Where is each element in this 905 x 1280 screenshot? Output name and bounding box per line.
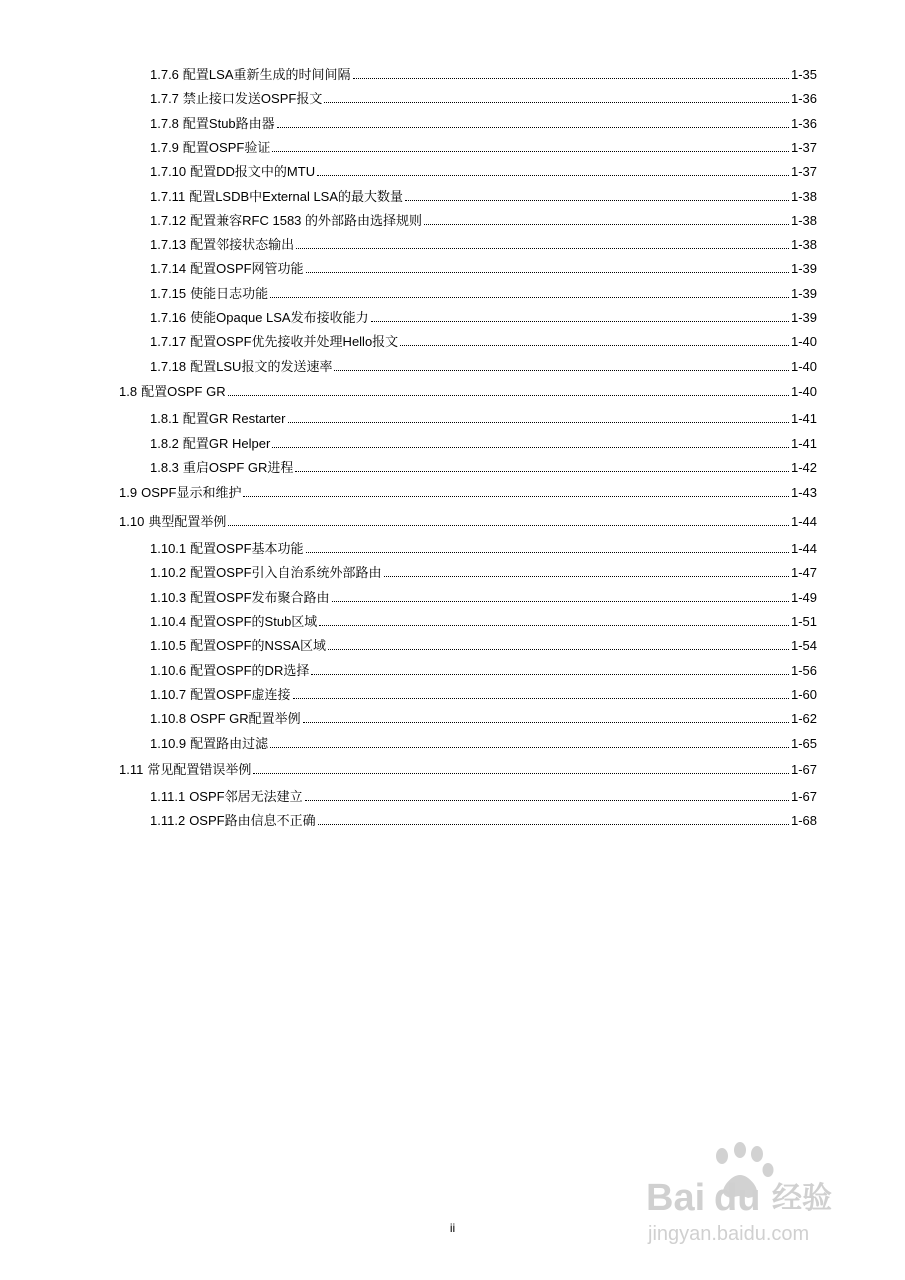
dot-leader — [317, 174, 789, 176]
toc-entry-page: 1-43 — [790, 485, 817, 500]
toc-entry-page: 1-67 — [790, 789, 817, 804]
dot-leader — [295, 470, 789, 472]
toc-entry-title: 配置OSPF网管功能 — [190, 261, 304, 276]
toc-entry-number: 1.10.5 — [150, 638, 187, 653]
svg-text:du: du — [714, 1177, 761, 1219]
toc-entry-title: 配置OSPF GR — [141, 384, 226, 399]
toc-entry-number: 1.10.6 — [150, 663, 187, 678]
toc-entry[interactable] — [0, 234, 817, 252]
toc-entry-page: 1-39 — [790, 261, 817, 276]
toc-entry[interactable] — [0, 186, 817, 204]
toc-entry-number: 1.8 — [119, 384, 138, 399]
toc-entry[interactable] — [0, 684, 817, 702]
dot-leader — [270, 296, 789, 298]
toc-entry-number: 1.9 — [119, 485, 138, 500]
toc-entry-title: 配置邻接状态输出 — [190, 237, 295, 252]
toc-entry-number: 1.7.17 — [150, 334, 187, 349]
dot-leader — [253, 772, 789, 774]
toc-entry-number: 1.7.12 — [150, 213, 187, 228]
toc-entry[interactable] — [0, 113, 817, 131]
toc-entry-number: 1.8.2 — [150, 436, 179, 451]
toc-entry-title: 配置OSPF优先接收并处理Hello报文 — [190, 334, 399, 349]
toc-entry-number: 1.7.10 — [150, 164, 187, 179]
toc-entry[interactable] — [0, 538, 817, 556]
watermark-url: jingyan.baidu.com — [648, 1223, 810, 1245]
dot-leader — [306, 551, 789, 553]
toc-entry-page: 1-44 — [790, 541, 817, 556]
toc-entry-title: 配置LSDB中External LSA的最大数量 — [189, 189, 404, 204]
dot-leader — [311, 673, 789, 675]
toc-entry-page: 1-44 — [790, 514, 817, 529]
toc-entry-page: 1-60 — [790, 687, 817, 702]
toc-entry-title: 配置LSU报文的发送速率 — [190, 359, 333, 374]
toc-entry-number: 1.10.8 — [150, 711, 187, 726]
toc-entry-page: 1-40 — [790, 384, 817, 399]
dot-leader — [270, 746, 789, 748]
toc-entry-number: 1.10.2 — [150, 565, 187, 580]
svg-text:经验: 经验 — [772, 1182, 832, 1215]
toc-entry[interactable] — [0, 611, 817, 629]
toc-entry-page: 1-62 — [790, 711, 817, 726]
dot-leader — [319, 624, 789, 626]
dot-leader — [328, 648, 789, 650]
toc-entry-title: 配置Stub路由器 — [182, 116, 275, 131]
toc-entry-page: 1-56 — [790, 663, 817, 678]
toc-entry-title: 配置DD报文中的MTU — [190, 164, 316, 179]
toc-entry-number: 1.11 — [119, 762, 144, 777]
toc-entry-page: 1-47 — [790, 565, 817, 580]
toc-entry-title: 配置OSPF虚连接 — [190, 687, 291, 702]
dot-leader — [303, 721, 789, 723]
toc-entry-title: 禁止接口发送OSPF报文 — [182, 91, 323, 106]
toc-entry-page: 1-37 — [790, 140, 817, 155]
toc-entry-number: 1.7.16 — [150, 310, 187, 325]
toc-entry-page: 1-41 — [790, 411, 817, 426]
toc-entry[interactable] — [0, 562, 817, 580]
toc-entry-page: 1-38 — [790, 237, 817, 252]
toc-entry-title: 配置OSPF的NSSA区域 — [190, 638, 326, 653]
toc-entry[interactable] — [0, 587, 817, 605]
toc-entry-number: 1.7.7 — [150, 91, 179, 106]
toc-entry-page: 1-42 — [790, 460, 817, 475]
toc-entry[interactable] — [0, 137, 817, 155]
toc-entry[interactable] — [0, 635, 817, 653]
dot-leader — [305, 799, 789, 801]
toc-entry-number: 1.10.1 — [150, 541, 187, 556]
toc-entry-number: 1.7.6 — [150, 67, 179, 82]
toc-entry-page: 1-67 — [790, 762, 817, 777]
toc-entry-number: 1.10.3 — [150, 590, 187, 605]
dot-leader — [332, 600, 789, 602]
dot-leader — [228, 394, 789, 396]
toc-entry-title: 典型配置举例 — [148, 514, 227, 529]
toc-section-entry[interactable] — [0, 381, 817, 399]
toc-entry-number: 1.8.3 — [150, 460, 179, 475]
toc-entry-page: 1-36 — [790, 91, 817, 106]
dot-leader — [306, 271, 789, 273]
toc-entry-number: 1.7.18 — [150, 359, 187, 374]
toc-entry[interactable] — [0, 307, 817, 325]
toc-entry-number: 1.7.14 — [150, 261, 187, 276]
toc-entry-title: 配置路由过滤 — [190, 736, 269, 751]
dot-leader — [353, 77, 789, 79]
toc-entry[interactable] — [0, 457, 817, 475]
toc-entry-number: 1.11.1 — [150, 789, 186, 804]
toc-entry[interactable] — [0, 433, 817, 451]
toc-entry[interactable] — [0, 733, 817, 751]
toc-entry[interactable] — [0, 258, 817, 276]
baidu-jingyan-watermark — [640, 1140, 880, 1250]
toc-entry-title: 常见配置错误举例 — [147, 762, 252, 777]
toc-entry-number: 1.8.1 — [150, 411, 179, 426]
toc-section-entry[interactable] — [0, 482, 817, 500]
baidu-paw-logo-icon — [640, 1140, 880, 1250]
dot-leader — [424, 223, 789, 225]
toc-entry-page: 1-37 — [790, 164, 817, 179]
dot-leader — [371, 320, 789, 322]
toc-entry-title: 配置OSPF的DR选择 — [190, 663, 310, 678]
toc-entry-number: 1.10.4 — [150, 614, 187, 629]
toc-entry-page: 1-49 — [790, 590, 817, 605]
page-number: ii — [449, 1221, 456, 1235]
toc-entry-title: OSPF显示和维护 — [141, 485, 242, 500]
toc-entry-page: 1-41 — [790, 436, 817, 451]
toc-entry-title: OSPF路由信息不正确 — [189, 813, 316, 828]
toc-entry-page: 1-35 — [790, 67, 817, 82]
dot-leader — [288, 421, 789, 423]
toc-entry-number: 1.10 — [119, 514, 145, 529]
toc-section-entry[interactable] — [0, 511, 817, 529]
toc-entry-page: 1-38 — [790, 213, 817, 228]
dot-leader — [405, 199, 789, 201]
toc-entry-title: 配置OSPF引入自治系统外部路由 — [190, 565, 382, 580]
dot-leader — [400, 344, 789, 346]
toc-entry-number: 1.10.7 — [150, 687, 187, 702]
toc-entry[interactable] — [0, 331, 817, 349]
toc-entry-number: 1.7.15 — [150, 286, 187, 301]
toc-entry-number: 1.7.11 — [150, 189, 186, 204]
toc-entry-title: 配置OSPF发布聚合路由 — [190, 590, 330, 605]
toc-entry-page: 1-54 — [790, 638, 817, 653]
dot-leader — [334, 369, 789, 371]
toc-entry-title: 配置OSPF基本功能 — [190, 541, 304, 556]
toc-entry-page: 1-39 — [790, 286, 817, 301]
toc-entry[interactable] — [0, 88, 817, 106]
toc-section-entry[interactable] — [0, 759, 817, 777]
toc-entry[interactable] — [0, 660, 817, 678]
toc-entry-page: 1-39 — [790, 310, 817, 325]
toc-entry[interactable] — [0, 810, 817, 828]
toc-entry-title: 使能日志功能 — [190, 286, 269, 301]
dot-leader — [384, 575, 789, 577]
toc-entry[interactable] — [0, 283, 817, 301]
toc-entry-title: 配置OSPF验证 — [182, 140, 271, 155]
dot-leader — [272, 150, 789, 152]
dot-leader — [272, 446, 789, 448]
toc-entry-title: 配置GR Helper — [182, 436, 271, 451]
toc-entry-page: 1-40 — [790, 334, 817, 349]
toc-entry[interactable] — [0, 356, 817, 374]
dot-leader — [324, 101, 789, 103]
dot-leader — [293, 697, 789, 699]
toc-entry-page: 1-36 — [790, 116, 817, 131]
toc-entry-title: 配置LSA重新生成的时间间隔 — [182, 67, 351, 82]
toc-entry-number: 1.7.8 — [150, 116, 179, 131]
toc-entry-page: 1-68 — [790, 813, 817, 828]
dot-leader — [243, 495, 788, 497]
svg-text:Bai: Bai — [646, 1177, 706, 1219]
toc-entry-title: 配置OSPF的Stub区域 — [190, 614, 318, 629]
toc-entry-title: OSPF GR配置举例 — [190, 711, 301, 726]
toc-entry[interactable] — [0, 786, 817, 804]
toc-entry-number: 1.7.13 — [150, 237, 187, 252]
toc-entry-page: 1-40 — [790, 359, 817, 374]
toc-entry-page: 1-65 — [790, 736, 817, 751]
toc-entry[interactable] — [0, 708, 817, 726]
dot-leader — [228, 524, 789, 526]
toc-entry-number: 1.10.9 — [150, 736, 187, 751]
toc-entry-title: 配置GR Restarter — [182, 411, 286, 426]
toc-entry-title: 使能Opaque LSA发布接收能力 — [190, 310, 369, 325]
dot-leader — [318, 823, 789, 825]
toc-entry[interactable] — [0, 408, 817, 426]
toc-entry[interactable] — [0, 210, 817, 228]
toc-entry-number: 1.11.2 — [150, 813, 186, 828]
dot-leader — [296, 247, 789, 249]
toc-entry-title: 重启OSPF GR进程 — [182, 460, 294, 475]
dot-leader — [277, 126, 789, 128]
toc-entry-page: 1-38 — [790, 189, 817, 204]
toc-entry-title: 配置兼容RFC 1583 的外部路由选择规则 — [190, 213, 423, 228]
toc-entry-number: 1.7.9 — [150, 140, 179, 155]
toc-entry[interactable] — [0, 64, 817, 82]
toc-entry-title: OSPF邻居无法建立 — [189, 789, 303, 804]
toc-entry[interactable] — [0, 161, 817, 179]
toc-entry-page: 1-51 — [790, 614, 817, 629]
